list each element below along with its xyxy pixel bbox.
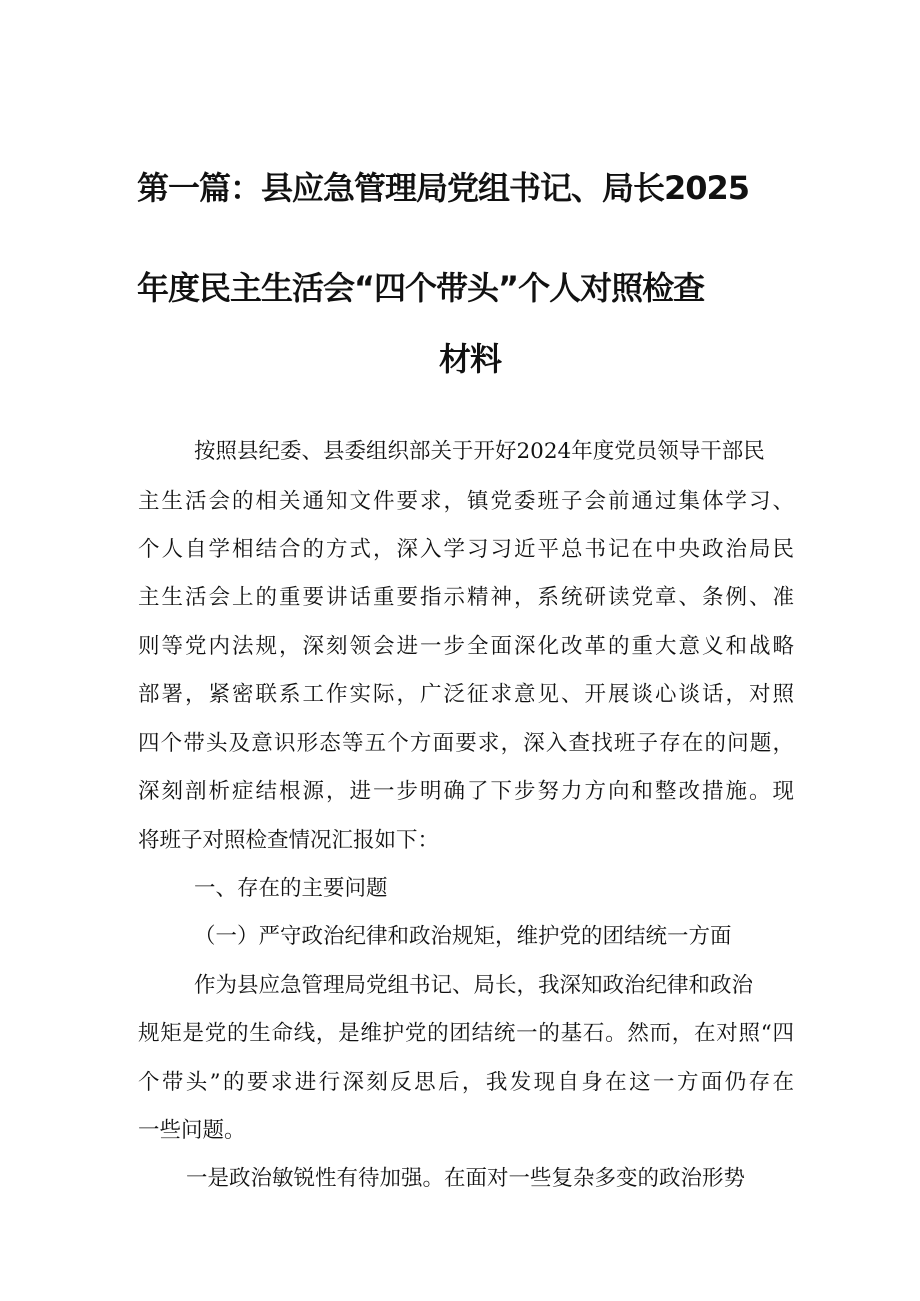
section-heading: 一、存在的主要问题 bbox=[194, 876, 388, 901]
intro-line-1: 按照县纪委、县委组织部关于开好2024年度党员领导干部民 bbox=[194, 439, 765, 464]
intro-line-9: 将班子对照检查情况汇报如下： bbox=[138, 828, 440, 853]
intro-line-2: 主生活会的相关通知文件要求，镇党委班子会前通过集体学习、 bbox=[138, 489, 794, 514]
intro-line-7: 四个带头及意识形态等五个方面要求，深入查找班子存在的问题， bbox=[138, 731, 794, 756]
point-line-1: 一是政治敏锐性有待加强。在面对一些复杂多变的政治形势 bbox=[186, 1166, 746, 1191]
body-line-2: 规矩是党的生命线，是维护党的团结统一的基石。然而，在对照“四 bbox=[138, 1021, 794, 1046]
body-line-4: 一些问题。 bbox=[138, 1118, 246, 1143]
intro-line-5: 则等党内法规，深刻领会进一步全面深化改革的重大意义和战略 bbox=[138, 634, 794, 659]
document-title-line-2: 年度民主生活会“四个带头”个人对照检查 bbox=[137, 269, 705, 307]
body-line-3: 个带头”的要求进行深刻反思后，我发现自身在这一方面仍存在 bbox=[138, 1070, 794, 1095]
document-title-line-3: 材料 bbox=[438, 340, 501, 378]
intro-line-4: 主生活会上的重要讲话重要指示精神，系统研读党章、条例、准 bbox=[138, 585, 794, 610]
subsection-heading: （一）严守政治纪律和政治规矩，维护党的团结统一方面 bbox=[194, 924, 732, 949]
intro-line-3: 个人自学相结合的方式，深入学习习近平总书记在中央政治局民 bbox=[138, 537, 794, 562]
intro-line-6: 部署，紧密联系工作实际，广泛征求意见、开展谈心谈话，对照 bbox=[138, 682, 794, 707]
document-title-line-1: 第一篇：县应急管理局党组书记、局长2025 bbox=[137, 169, 750, 207]
intro-line-8: 深刻剖析症结根源，进一步明确了下步努力方向和整改措施。现 bbox=[138, 779, 794, 804]
body-line-1: 作为县应急管理局党组书记、局长，我深知政治纪律和政治 bbox=[194, 973, 754, 998]
